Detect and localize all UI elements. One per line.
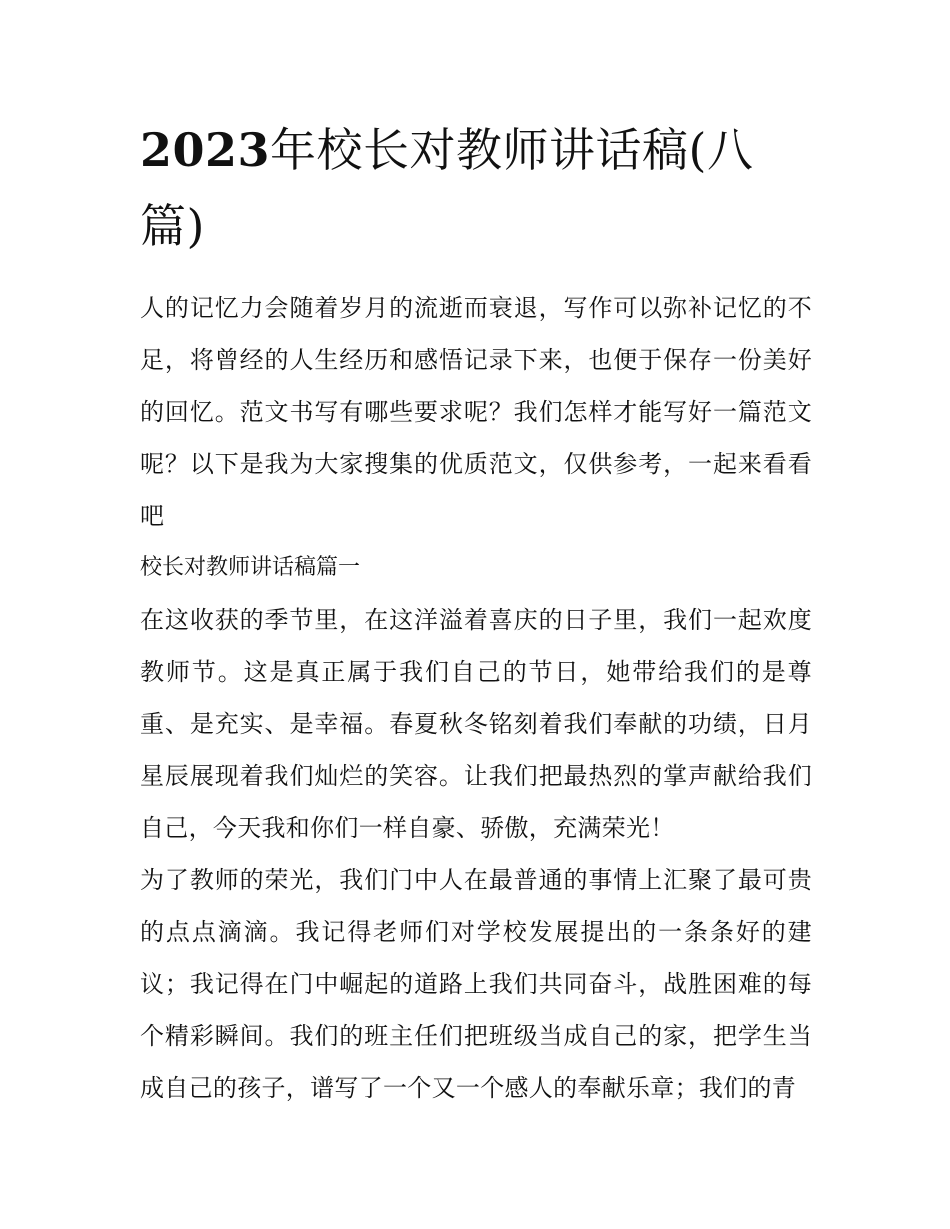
document-title [140, 112, 812, 264]
section-heading: 校长对教师讲话稿篇一 [140, 555, 361, 580]
body-paragraph-1: 在这收获的季节里，在这洋溢着喜庆的日子里，我们一起欢度教师节。这是真正属于我们自己的节日，她带给我们的是尊重、是充实、是幸福。春夏秋冬铭刻着我们奉献的功绩，日月星辰展现着我们灿烂的笑容。让我们把最热烈的掌声献给我们自己，今天我和你们一样自豪、骄傲，充满荣光！ [140, 606, 812, 842]
document-content [140, 112, 812, 1114]
body-paragraph-2: 为了教师的荣光，我们门中人在最普通的事情上汇聚了最可贵的点点滴滴。我记得老师们对学校发展提出的一条条好的建议；我记得在门中崛起的道路上我们共同奋斗，战胜困难的每个精彩瞬间。我们的班主任们把班级当成自己的家，把学生当成自己的孩子，谱写了一个又一个感人的奉献乐章；我们的青 [140, 866, 812, 1102]
title-text: 年校长对教师讲话稿(八篇) [140, 123, 754, 253]
intro-paragraph: 人的记忆力会随着岁月的流逝而衰退，写作可以弥补记忆的不足，将曾经的人生经历和感悟记录下来，也便于保存一份美好的回忆。范文书写有哪些要求呢？我们怎样才能写好一篇范文呢？以下是我为大家搜集的优质范文，仅供参考，一起来看看吧 [140, 294, 812, 530]
title-year: 2023 [140, 123, 271, 177]
